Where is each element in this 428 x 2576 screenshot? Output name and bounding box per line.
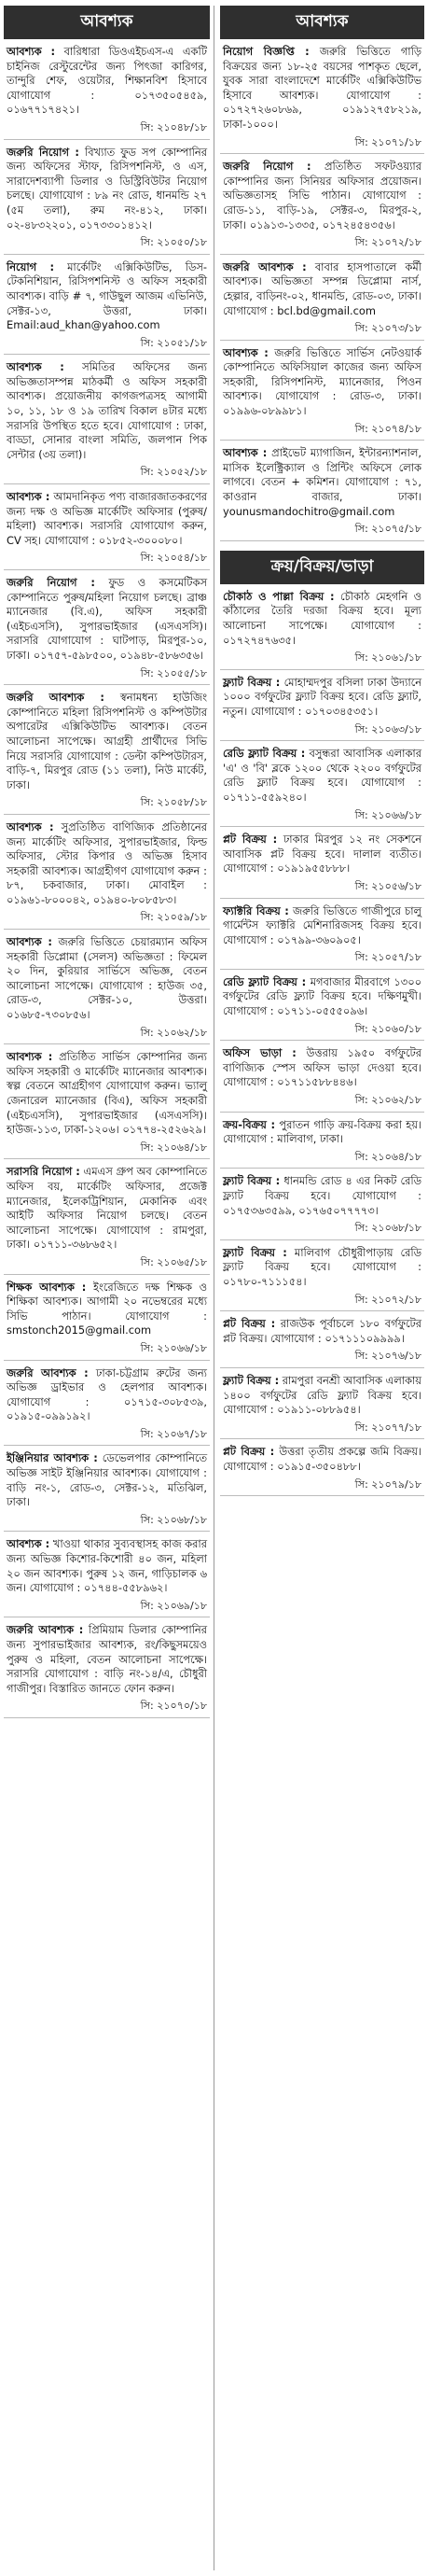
ad-code: সি: ২১০৬৪/১৮ [354,1150,421,1163]
ad-body: উত্তরায় ১৯৫০ বর্গফুটের বাণিজ্যিক স্পেস অফিস ভাড়া দেওয়া হবে। যোগাযোগ : ০১৭১১৫৮৮৪৪৬। [223,1046,421,1089]
ad-body: প্রতিষ্ঠিত সফটওয়্যার কোম্পানির জন্য সিনিয়র অফিসার প্রয়োজন। অভিজ্ঞতাসহ সিভি পাঠান। যোগাযোগ : রোড-১১, বাড়ি-১৯, সেক্টর-৩, মিরপুর-২, ঢাকা। ০১৯১৩-১৩৩৫, ০১৭২৪৫৪৩৫৬। [223,160,421,231]
ad-heading: নিয়োগ : [7,259,55,273]
ad-heading: জরুরি আবশ্যক : [7,1623,84,1637]
ad-heading: প্লট বিক্রয় : [223,1445,275,1459]
ad-code: সি: ২১০৬৬/১৮ [354,808,421,821]
ad-code: সি: ২১০৭০/১৮ [140,1700,207,1713]
classified-ad [220,827,424,898]
ad-code: সি: ২১০৬২/১৮ [140,1026,207,1039]
ad-body: বারিধারা ডিওএইচএস-এ একটি চাইনিজ রেস্টুরেন্টের জন্য পিৎজা কারিগর, তান্দুরি শেফ, ওয়েটার, শিক্ষানবিশ হিসাবে যোগাযোগ : ০১৭৩৫০৫৪৫৯, ০১৬৭৭১৭৪২১। [7,45,207,117]
ad-heading: আবশ্যক : [7,360,64,374]
ad-heading: ফ্ল্যাট বিক্রয় : [223,1245,287,1259]
section-header-buy-sell-rent: ক্রয়/বিক্রয়/ভাড়া [220,551,424,584]
classified-ad [220,154,424,255]
ad-heading: শিক্ষক আবশ্যক : [7,1280,87,1294]
ad-body: প্রতিষ্ঠিত সার্ভিস কোম্পানির জন্য অফিস সহকারী ও মার্কেটিং ম্যানেজার আবশ্যক। স্বল্প বেতনে আগ্রহীগণ যোগাযোগ করুন। ভ্যালু জেনারেল ম্যানেজার (বিএ), অফিস সহকারী (এইচএসসি), সুপারভাইজার (এসএসসি)। হাউজ-১১৩, ঢাকা-১২০৬। ০১৭৭৪-২৫২৬২৯। [7,1050,207,1137]
ad-body: প্রিমিয়াম ডিলার কোম্পানির জন্য সুপারভাইজার আবশ্যক, রং/কিছুসময়েও পুরুষ ও মহিলা, বেতন আলোচনা সাপেক্ষে। সরাসরি যোগাযোগ : বাড়ি নং-১৪/এ, চৌধুরী গাজীপুর। বিস্তারিত জানতে ফোন করুন। [7,1623,207,1695]
ad-code: সি: ২১০৭৯/১৮ [354,1477,421,1491]
classified-ad [220,741,424,827]
ad-body: আমদানিকৃত পণ্য বাজারজাতকরণের জন্য দক্ষ ও অভিজ্ঞ মার্কেটিং অফিসার (পুরুষ/মহিলা) আবশ্যক। সরাসরি যোগাযোগ করুন, CV সহ। যোগাযোগ : ০১৮৫২-৩০০০৮০। [7,490,207,547]
ad-body: ফুড ও কসমেটিকস কোম্পানিতে পুরুষ/মহিলা নিয়োগ চলছে। ব্রাঞ্চ ম্যানেজার (বি.এ), অফিস সহকারী (এইচএসসি), সুপারভাইজার (এসএসসি)। সরাসরি যোগাযোগ : ঘাটপাড়, মিরপুর-১০, ঢাকা। ০১৭৫৭-৫৯৮৫০০, ০১৯৪৮-৫৮৬৩৫৬। [7,576,207,662]
classified-ad [4,930,210,1044]
classified-ad [220,1169,424,1239]
ad-heading: আবশ্যক : [223,446,268,460]
classified-ad [220,441,424,541]
right-column [220,0,424,2576]
ad-body: সুপ্রতিষ্ঠিত বাণিজ্যিক প্রতিষ্ঠানের জন্য মার্কেটিং অফিসার, সুপারভাইজার, ফিল্ড অফিসার, স্টোর কিপার ও অভিজ্ঞ হিসাব সহকারী আবশ্যক। আগ্রহীগণ যোগাযোগ করুন : ৮৭, চকবাজার, ঢাকা। মোবাইল : ০১৯৬১-৮০০০৪২, ০১৯৪০-৮০৮৫৮৩। [7,819,207,906]
ad-code: সি: ২১০৫২/১৮ [140,466,207,479]
ad-heading: আবশ্যক : [7,45,56,58]
classified-ad [4,484,210,570]
classified-ad [4,570,210,685]
ad-code: সি: ২১০৭৪/১৮ [354,422,421,435]
ad-body: প্রাইভেট ম্যাগাজিন, ইন্টারন্যাশনাল, মাসিক ইলেক্ট্রিক্যাল ও প্রিন্টিং অফিসে লোক লাগবে। বেতন + কমিশন। যোগাযোগ : ৭১, কাওরান বাজার, ঢাকা। younusmandochitro@gmail.com [223,446,421,518]
ad-heading: ফ্যাক্টরি বিক্রয় : [223,903,289,917]
ad-code: সি: ২১০৬৮/১৮ [354,1222,421,1235]
classified-ad [220,255,424,341]
classified-ad [4,1275,210,1361]
classified-ad [220,341,424,441]
ad-code: সি: ২১০৬৪/১৮ [140,1141,207,1154]
ad-heading: ফ্ল্যাট বিক্রয় : [223,1174,281,1188]
ad-body: জরুরি ভিত্তিতে গাজীপুরে চালু গার্মেন্টস ফ্যাক্টরি মেশিনারিজসহ বিক্রয় হবে। যোগাযোগ : ০১৭৯৯-৩৬০৯০৫। [223,903,421,946]
ad-body: চৌকাঠ মেহগনি ও কাঁঠালের তৈরি দরজা বিক্রয় হবে। মূল্য আলোচনা সাপেক্ষে। যোগাযোগ : ০১৭২৭৪৭৬৩৫। [223,589,422,647]
ad-code: সি: ২১০৭৭/১৮ [354,1421,421,1434]
ad-code: সি: ২১০৫৮/১৮ [140,796,207,809]
ad-code: সি: ২১০৫৯/১৮ [140,911,207,924]
classified-ad [4,1617,210,1718]
ad-heading: জরুরি নিয়োগ : [7,576,95,589]
classified-ad [4,140,210,255]
ad-body: পুরাতন গাড়ি ক্রয়-বিক্রয় করা হয়। যোগাযোগ : মালিবাগ, ঢাকা। [223,1117,421,1146]
classified-ad [220,1439,424,1496]
ad-code: সি: ২১০৪৮/১৮ [140,120,207,133]
ad-code: সি: ২১০৭৬/১৮ [354,1350,421,1363]
ad-body: মালিবাগ চৌধুরীপাড়ায় রেডি ফ্ল্যাট বিক্রয় হবে। যোগাযোগ : ০১৭৮০-৭১১১৫৪। [223,1245,422,1288]
ad-body: জরুরি ভিত্তিতে চেয়ারম্যান অফিস সহকারী ডিপ্লোমা (সেলস) অভিজ্ঞতা : ফিমেল ২০ দিন, কুরিয়ার সার্ভিসে অভিজ্ঞ, বেতন আলোচনা সাপেক্ষে। যোগাযোগ : হাউজ ৩৫, রোড-৩, সেক্টর-১০, উত্তরা। ০১৬৮৫-৭৩০৮৫৬। [7,935,208,1022]
ad-body: বিখ্যাত ফুড সপ কোম্পানির জন্য অফিসের স্টাফ, রিসিপশনিস্ট, ও এস, সারাদেশব্যাপী ডিলার ও ডিস্ট্রিবিউটর নিয়োগ চলছে। যোগাযোগ : ৮৯ নং রোড, ধানমন্ডি ২৭ (৫ম তলা), রুম নং-৪১২, ঢাকা। ০২-৪৮৩২২০১, ০১৭৩৩০১৪১২। [7,145,207,231]
ad-heading: জরুরি আবশ্যক : [7,691,104,705]
ad-heading: জরুরি নিয়োগ : [7,145,79,159]
ad-body: জরুরি ভিত্তিতে সার্ভিস নেটওয়ার্ক কোম্পানিতে অফিসিয়াল কাজের জন্য অফিস সহকারী, রিসিপশনিস্ট, ম্যানেজার, পিওন আবশ্যক। যোগাযোগ : রোড-৩, ঢাকা। ০১৯৯৬-০৮৯৯৮১। [223,345,421,418]
ad-body: খাওয়া থাকার সুব্যবস্থাসহ কাজ করার জন্য অভিজ্ঞ কিশোর-কিশোরী ৪০ জন, মহিলা ২০ জন আবশ্যক। পুরুষ ১২ জন, গাড়িচালক ৬ জন। যোগাযোগ : ০১৭৪৪-৫৫৮৯৬২। [7,1537,207,1595]
ad-heading: ক্রয়-বিক্রয় : [223,1117,276,1131]
ad-code: সি: ২১০৭১/১৮ [354,135,421,148]
section-header-wanted-right: আবশ্যক [220,6,424,39]
classified-ad [4,815,210,930]
ad-body: রাজউক পূর্বাচলে ১৮০ বর্গফুটের প্লট বিক্রয়। যোগাযোগ : ০১৭১১১০৯৯৯৯। [223,1317,421,1345]
ad-code: সি: ২১০৫০/১৮ [140,236,207,249]
ad-body: সমিতির অফিসের জন্য অভিজ্ঞতাসম্পন্ন মাঠকর্মী ও অফিস সহকারী আবশ্যক। প্রয়োজনীয় কাগজপত্রসহ আগামী ১০, ১১, ১৮ ও ১৯ তারিখ বিকাল ৪টার মধ্যে সরাসরি উপস্থিত হতে হবে। যোগাযোগ : ঢাকা, বাড্ডা, সোনার বাংলা সমিতি, জলপান পিক সেন্টার (৩য় তলা)। [7,360,207,461]
ad-code: সি: ২১০৭২/১৮ [354,236,421,249]
classified-ad [220,970,424,1041]
ad-code: সি: ২১০৫৪/১৮ [140,552,207,565]
ad-body: ঢাকা-চট্টগ্রাম রুটের জন্য অভিজ্ঞ ড্রাইভার ও হেলপার আবশ্যক। যোগাযোগ : ০১৭১৫-৩০৮৫৩৯, ০১৯১৫-০৯৯১৯২। [7,1365,207,1423]
ad-code: সি: ২১০৭৩/১৮ [354,322,421,335]
ad-heading: চৌকাঠ ও পাল্লা বিক্রয় : [223,589,335,603]
section-header-wanted-left: আবশ্যক [4,6,210,39]
ad-body: উত্তরা তৃতীয় প্রকল্পে জমি বিক্রয়। যোগাযোগ : ০১৯১৫-৩৫০৪৮৮। [223,1445,421,1473]
ad-body: রামপুরা বনশ্রী আবাসিক এলাকায় ১৪০০ বর্গফুটের রেডি ফ্ল্যাট বিক্রয় হবে। যোগাযোগ : ০১৯১১-০৮৮৯৫৪। [223,1373,422,1417]
ad-code: সি: ২১০৭৫/১৮ [354,523,421,536]
ad-heading: জরুরি আবশ্যক : [223,259,307,273]
classified-ad [220,39,424,154]
classified-ad [4,1159,210,1274]
ad-code: সি: ২১০৬৮/১৮ [140,1513,207,1526]
ad-code: সি: ২১০৬২/১৮ [354,1094,421,1107]
ad-code: সি: ২১০৫৫/১৮ [140,666,207,679]
left-column [4,0,210,2576]
ad-heading: প্লট বিক্রয় : [223,833,278,847]
classified-ad [220,1240,424,1311]
classified-ad [220,584,424,670]
ad-heading: জরুরি আবশ্যক : [7,1365,89,1379]
ad-body: মার্কেটিং এক্সিকিউটিভ, ডিস-টেকনিশিয়ান, রিসিপশনিস্ট ও অফিস সহকারী আবশ্যক। বাড়ি # ৭, গাউছুল আজম এভিনিউ, সেক্টর-১৩, উত্তরা, ঢাকা। Email:aud_khan@yahoo.com [7,259,207,332]
ad-code: সি: ২১০৫৬/১৮ [354,879,421,892]
ad-heading: আবশ্যক : [7,1050,53,1064]
ad-heading: আবশ্যক : [7,935,52,949]
ad-heading: ফ্ল্যাট বিক্রয় : [223,675,281,689]
ad-body: স্বনামধন্য হাউজিং কোম্পানিতে মহিলা রিসিপশনিস্ট ও কম্পিউটার অপারেটর এক্সিকিউটিভ আবশ্যক। বেতন আলোচনা সাপেক্ষে। আগ্রহী প্রার্থীদের সিভি নিয়ে সরাসরি যোগাযোগ : ডেল্টা কম্পিউটারস, বাড়ি-৭, মিরপুর রোড (১১ তলা), নিউ মার্কেট, ঢাকা। [7,691,207,791]
ad-code: সি: ২১০৬৩/১৮ [354,722,421,735]
ad-body: মোহাম্মদপুর বসিলা ঢাকা উদ্যানে ১০০০ বর্গফুটের ফ্ল্যাট বিক্রয় হবে। রেডি ফ্ল্যাট, নতুন। যোগাযোগ : ০১৭০৩৪৫৩৫১। [223,675,422,718]
classified-ad [4,1532,210,1617]
ad-heading: রেডি ফ্ল্যাট বিক্রয় : [223,747,306,761]
classified-ad [4,1446,210,1532]
classified-ad [4,39,210,140]
ad-code: সি: ২১০৫১/১৮ [140,336,207,349]
ad-heading: আবশ্যক : [223,345,269,359]
ad-heading: ইঞ্জিনিয়ার আবশ্যক : [7,1451,98,1465]
ad-body: ডেভেলপার কোম্পানিতে অভিজ্ঞ সাইট ইঞ্জিনিয়ার আবশ্যক। যোগাযোগ : বাড়ি নং-১, রোড-৩, সেক্টর-১২, মতিঝিল, ঢাকা। [7,1451,207,1509]
classified-ad [220,1368,424,1439]
ad-body: ঢাকার মিরপুর ১২ নং সেকশনে আবাসিক প্লট বিক্রয় হবে। দালাল ব্যতীত। যোগাযোগ : ০১৯১৯৫৫৮৮৮। [223,833,422,875]
ad-body: জরুরি ভিত্তিতে গাড়ি বিক্রয়ের জন্য ১৮-২৫ বয়সের পাশকৃত ছেলে, যুবক সারা বাংলাদেশে মার্কেটিং এক্সিকিউটিভ হিসাবে আবশ্যক। যোগাযোগ : ০১৭২৭২৬০৮৬৯, ০১৯১২৭৫৮২১৯, ঢাকা-১০০০। [223,45,421,131]
ad-heading: আবশ্যক : [7,819,54,833]
right-ads-list [220,39,424,541]
ad-heading: নিয়োগ বিজ্ঞপ্তি : [223,45,310,58]
classified-ad [4,255,210,356]
ad-body: এমএস গ্রুপ অব কোম্পানিতে অফিস বয়, মার্কেটিং অফিসার, প্রজেক্ট ম্যানেজার, ইলেকট্রিশিয়ান, মেকানিক এবং আইটি অফিসার নিয়োগ চলছে। বেতন আলোচনা সাপেক্ষে। যোগাযোগ : রামপুরা, ঢাকা। ০১৭১১-৩৬৮৬৫২। [7,1165,208,1252]
classified-ad [220,1113,424,1169]
ad-code: সি: ২১০৬০/১৮ [354,1022,421,1035]
ad-body: ধানমন্ডি রোড ৪ এর নিকট রেডি ফ্ল্যাট বিক্রয় হবে। যোগাযোগ : ০১৭৫৩৬৩৫৯৯, ০১৭৬৫০৭৭৭৭৩। [223,1174,422,1217]
ad-body: ইংরেজিতে দক্ষ শিক্ষক ও শিক্ষিকা আবশ্যক। আগামী ২০ নভেম্বরের মধ্যে সিভি পাঠান। যোগাযোগ : smstonch2015@gmail.com [7,1280,207,1337]
classified-ad [220,670,424,741]
classified-ad [4,1044,210,1159]
left-ads-list [4,39,210,1718]
ad-body: মগবাজার মীরবাগে ১৩০০ বর্গফুটের রেডি ফ্ল্যাট বিক্রয় হবে। দক্ষিণমুখী। যোগাযোগ : ০১৭১১-০৫৫৫০৯৬। [223,974,422,1018]
ad-code: সি: ২১০৬৯/১৮ [140,1599,207,1612]
ad-heading: রেডি ফ্ল্যাট বিক্রয় : [223,974,307,988]
classified-ad [220,899,424,970]
ad-code: সি: ২১০৬১/১৮ [354,651,421,665]
classified-ad [4,1361,210,1447]
ad-heading: ফ্ল্যাট বিক্রয় : [223,1373,280,1387]
ad-code: সি: ২১০৬৫/১৮ [140,1255,207,1268]
classified-ad [4,685,210,815]
ad-body: বসুন্ধরা আবাসিক এলাকার 'এ' ও 'বি' ব্লকে ১২০০ থেকে ২২০০ বর্গফুটের রেডি ফ্ল্যাট বিক্রয় হবে। যোগাযোগ : ০১৭১১-৫৫৯২৪০। [223,747,422,804]
ad-body: বাবার হাসপাতালে কর্মী আবশ্যক। অভিজ্ঞতা সম্পন্ন ডিপ্লোমা নার্স, হেল্পার, বাড়িনং-০২, ধানমন্ডি, রোড-০৩, ঢাকা। যোগাযোগ : bcl.bd@gmail.com [223,259,421,317]
ad-heading: আবশ্যক : [7,490,50,504]
classified-ad [220,1041,424,1112]
ad-code: সি: ২১০৫৭/১৮ [354,951,421,964]
classified-ad [4,355,210,484]
sale-ads-list [220,584,424,1496]
ad-code: সি: ২১০৬৭/১৮ [140,1427,207,1440]
ad-heading: জরুরি নিয়োগ : [223,160,311,174]
ad-heading: সরাসরি নিয়োগ : [7,1165,80,1179]
ad-heading: প্লট বিক্রয় : [223,1317,276,1331]
ad-heading: আবশ্যক : [7,1537,50,1551]
classified-ad [220,1311,424,1368]
ad-code: সি: ২১০৭২/১৮ [354,1293,421,1306]
ad-code: সি: ২১০৬৬/১৮ [140,1341,207,1354]
ad-heading: অফিস ভাড়া : [223,1046,297,1060]
